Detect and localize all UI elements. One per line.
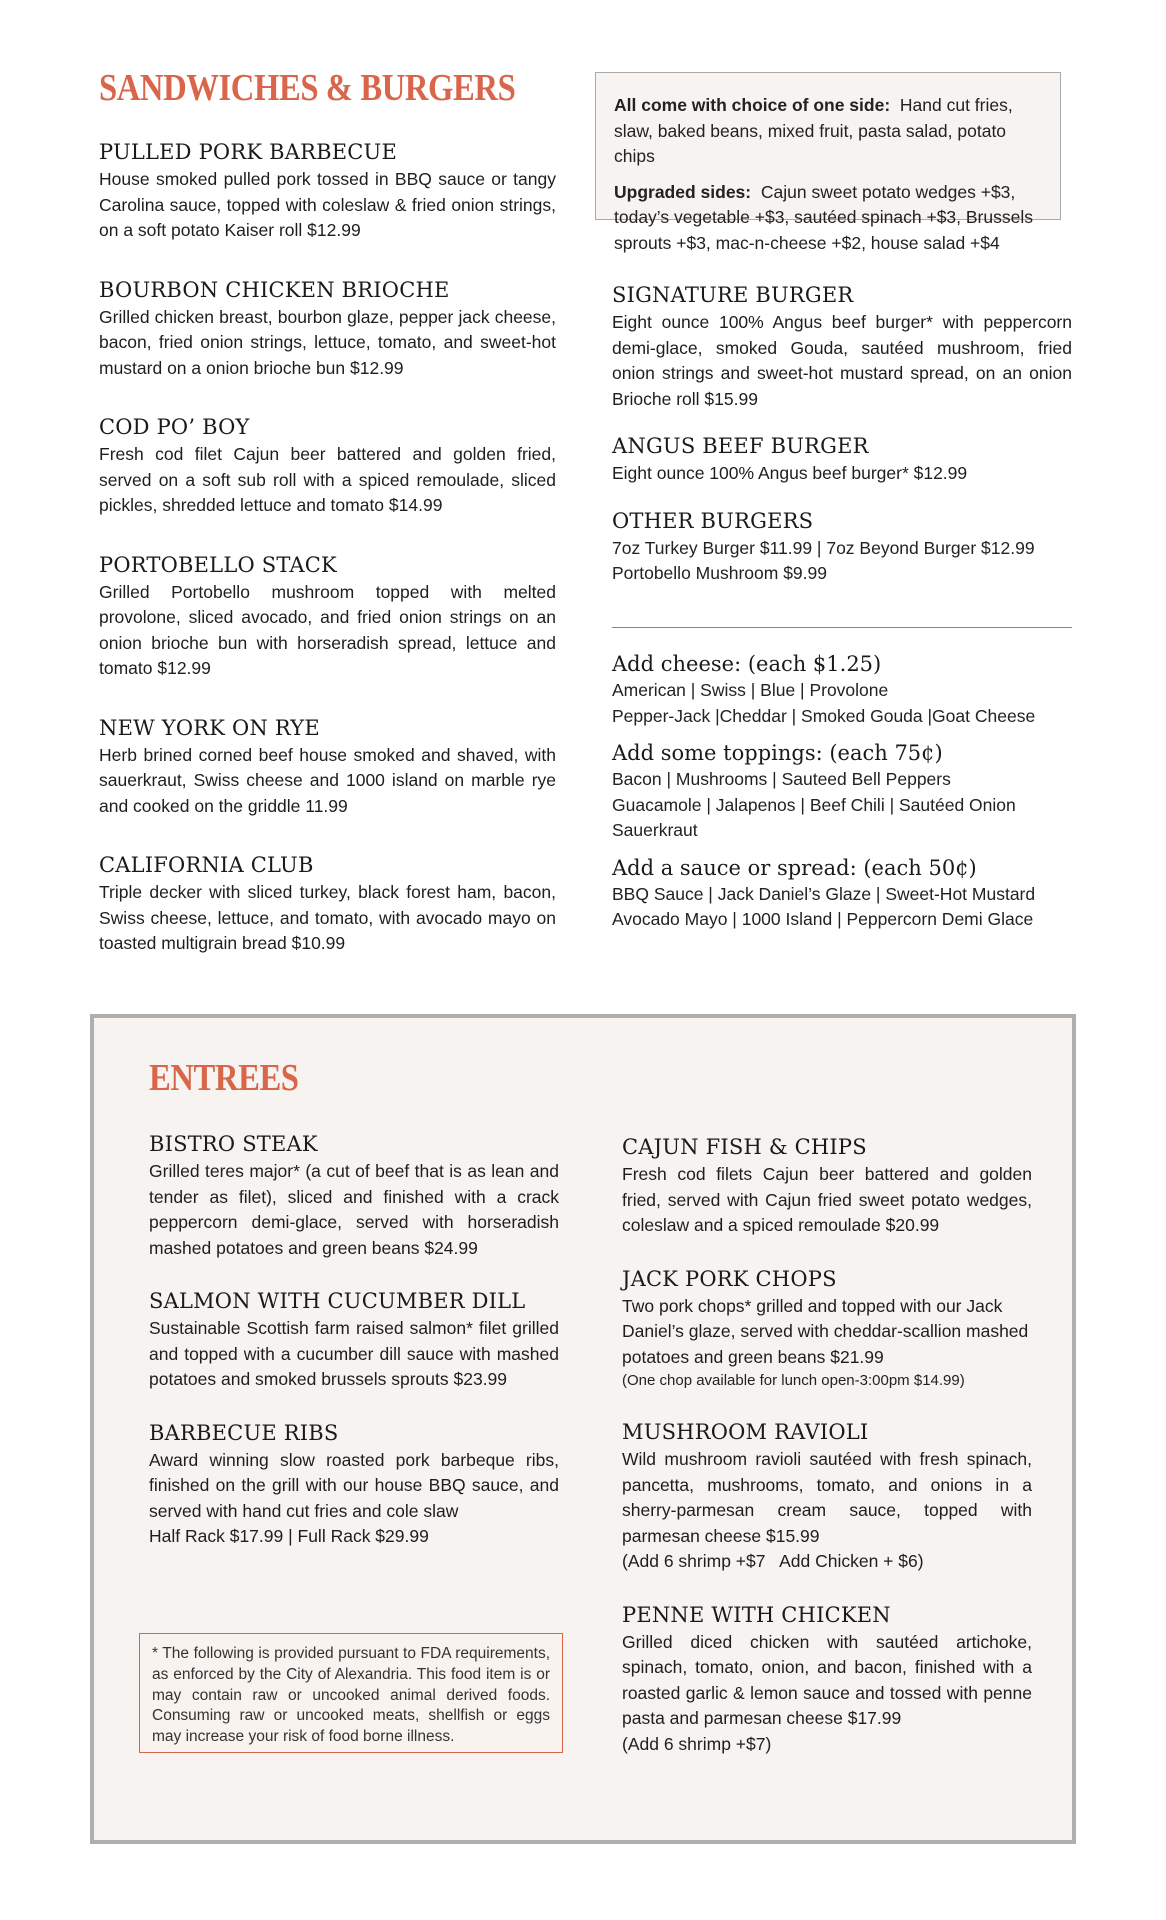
item-note: (Add 6 shrimp +$7) xyxy=(622,1733,772,1754)
item-name: SALMON WITH CUCUMBER DILL xyxy=(149,1289,526,1313)
menu-item-cajun-fish-chips xyxy=(622,1135,1032,1239)
addon-line: Sauerkraut xyxy=(612,820,698,840)
addon-cheese xyxy=(612,652,1082,729)
addon-line: American | Swiss | Blue | Provolone xyxy=(612,680,889,700)
menu-item-penne-chicken xyxy=(622,1603,1032,1758)
menu-item-angus-burger xyxy=(612,434,1072,487)
menu-item-pulled-pork xyxy=(99,140,556,244)
menu-item-jack-pork-chops xyxy=(622,1267,1032,1393)
addon-title: Add a sauce or spread: (each 50¢) xyxy=(612,855,977,880)
addon-line: Avocado Mayo | 1000 Island | Peppercorn Demi Glace xyxy=(612,909,1034,929)
menu-item-mushroom-ravioli xyxy=(622,1420,1032,1575)
menu-item-barbecue-ribs xyxy=(149,1421,559,1550)
entrees-section xyxy=(90,1014,1076,1844)
burgers-column xyxy=(612,283,1072,609)
sandwiches-column xyxy=(99,66,556,991)
item-note: (One chop available for lunch open-3:00pm $14.99) xyxy=(622,1372,965,1389)
divider xyxy=(612,627,1072,628)
item-description: Wild mushroom ravioli sautéed with fresh spinach, pancetta, mushrooms, tomato, and onions in a sherry-parmesan cream sauce, topped with parmesan cheese $15.99 xyxy=(622,1449,1032,1546)
fda-notice-text: * The following is provided pursuant to FDA requirements, as enforced by the City of Alexandria. This food item is or may contain raw or uncooked animal derived foods. Consuming raw or uncooked meats, shellfish or eggs may increase your risk of food borne illness. xyxy=(152,1645,550,1746)
item-price: Half Rack $17.99 | Full Rack $29.99 xyxy=(149,1526,429,1546)
item-name: JACK PORK CHOPS xyxy=(622,1266,837,1291)
item-description: Herb brined corned beef house smoked and shaved, with sauerkraut, Swiss cheese and 1000 island on marble rye and cooked on the griddle 11.99 xyxy=(99,744,556,816)
menu-item-new-york-rye xyxy=(99,716,556,820)
menu-item-bourbon-chicken xyxy=(99,278,556,382)
addon-toppings xyxy=(612,741,1082,844)
sides-info-box xyxy=(595,72,1061,253)
item-name: BISTRO STEAK xyxy=(149,1132,318,1156)
item-description: Eight ounce 100% Angus beef burger* $12.99 xyxy=(612,463,968,483)
item-name: NEW YORK ON RYE xyxy=(99,715,320,740)
item-name: PORTOBELLO STACK xyxy=(99,552,337,577)
item-description: Award winning slow roasted pork barbeque ribs, finished on the grill with our house BBQ sauce, and served with hand cut fries and cole slaw xyxy=(149,1449,559,1521)
addons-section xyxy=(612,652,1082,945)
addon-line: Guacamole | Jalapenos | Beef Chili | Sautéed Onion xyxy=(612,794,1016,815)
upgraded-sides-label: Upgraded sides: xyxy=(614,181,752,202)
item-description: House smoked pulled pork tossed in BBQ sauce or tangy Carolina sauce, topped with coleslaw & fried onion strings, on a soft potato Kaiser roll $12.99 xyxy=(99,169,556,240)
item-name: COD PO’ BOY xyxy=(99,415,250,439)
item-description: Triple decker with sliced turkey, black forest ham, bacon, Swiss cheese, lettuce, and tomato, with avocado mayo on toasted multigrain bread $10.99 xyxy=(99,882,556,953)
item-line: 7oz Turkey Burger $11.99 | 7oz Beyond Burger $12.99 xyxy=(612,537,1035,558)
addon-title: Add some toppings: (each 75¢) xyxy=(612,741,943,765)
menu-item-california-club xyxy=(99,853,556,957)
item-name: MUSHROOM RAVIOLI xyxy=(622,1420,869,1444)
item-name: PENNE WITH CHICKEN xyxy=(622,1602,891,1627)
item-name: BOURBON CHICKEN BRIOCHE xyxy=(99,277,450,302)
entrees-right-column xyxy=(622,1135,1032,1785)
item-name: PULLED PORK BARBECUE xyxy=(99,140,397,164)
item-name: CALIFORNIA CLUB xyxy=(99,853,314,877)
addon-line: Pepper-Jack |Cheddar | Smoked Gouda |Goat Cheese xyxy=(612,705,1036,726)
item-description: Two pork chops* grilled and topped with our Jack Daniel’s glaze, served with cheddar-scallion mashed potatoes and green beans $21.99 xyxy=(622,1295,1029,1367)
menu-item-portobello-stack xyxy=(99,553,556,682)
item-description: Grilled chicken breast, bourbon glaze, pepper jack cheese, bacon, fried onion strings, lettuce, tomato, and sweet-hot mustard on a onion brioche bun $12.99 xyxy=(99,306,556,378)
item-description: Grilled diced chicken with sautéed artichoke, spinach, tomato, onion, and bacon, finished with a roasted garlic & lemon sauce and tossed with penne pasta and parmesan cheese $17.99 xyxy=(622,1631,1032,1728)
item-name: BARBECUE RIBS xyxy=(149,1420,339,1445)
item-name: SIGNATURE BURGER xyxy=(612,283,854,307)
item-description: Eight ounce 100% Angus beef burger* with peppercorn demi-glace, smoked Gouda, sautéed mushroom, fried onion strings and sweet-hot mustard spread, on an onion Brioche roll $15.99 xyxy=(612,312,1072,409)
menu-item-bistro-steak xyxy=(149,1132,559,1261)
item-name: ANGUS BEEF BURGER xyxy=(612,434,869,458)
item-description: Grilled Portobello mushroom topped with melted provolone, sliced avocado, and fried onion strings on an onion brioche bun with horseradish spread, lettuce and tomato $12.99 xyxy=(99,581,556,678)
item-description: Fresh cod filet Cajun beer battered and golden fried, served on a soft sub roll with a spiced remoulade, sliced pickles, shredded lettuce and tomato $14.99 xyxy=(99,444,556,515)
sandwiches-title: SANDWICHES & BURGERS xyxy=(99,67,516,109)
entrees-left-column xyxy=(149,1132,559,1578)
menu-item-cod-po-boy xyxy=(99,415,556,519)
upgraded-sides xyxy=(614,180,1042,257)
item-name: CAJUN FISH & CHIPS xyxy=(622,1135,867,1159)
menu-item-other-burgers xyxy=(612,509,1072,587)
included-sides-text: Hand cut fries, slaw, baked beans, mixed fruit, pasta salad, potato chips xyxy=(614,95,1013,166)
item-description: Sustainable Scottish farm raised salmon* filet grilled and topped with a cucumber dill sauce with mashed potatoes and smoked brussels sprouts $23.99 xyxy=(149,1318,559,1389)
entrees-title: ENTREES xyxy=(149,1057,299,1099)
item-line: Portobello Mushroom $9.99 xyxy=(612,563,827,583)
included-sides xyxy=(614,93,1042,170)
addon-line: Bacon | Mushrooms | Sauteed Bell Peppers xyxy=(612,769,951,789)
item-description: Fresh cod filets Cajun beer battered and golden fried, served with Cajun fried sweet potato wedges, coleslaw and a spiced remoulade $20.99 xyxy=(622,1164,1032,1235)
menu-item-signature-burger xyxy=(612,283,1072,412)
menu-item-salmon xyxy=(149,1289,559,1393)
upgraded-sides-text: Cajun sweet potato wedges +$3, today’s vegetable +$3, sautéed spinach +$3, Brussels sprouts +$3, mac-n-cheese +$2, house salad +$4 xyxy=(614,181,1033,253)
fda-notice-box xyxy=(139,1633,563,1753)
item-name: OTHER BURGERS xyxy=(612,508,814,533)
addon-title: Add cheese: (each $1.25) xyxy=(612,652,882,676)
addon-line: BBQ Sauce | Jack Daniel’s Glaze | Sweet-Hot Mustard xyxy=(612,883,1036,904)
item-note: (Add 6 shrimp +$7 Add Chicken + $6) xyxy=(622,1551,924,1571)
item-description: Grilled teres major* (a cut of beef that is as lean and tender as filet), sliced and finished with a crack peppercorn demi-glace, served with horseradish mashed potatoes and green beans $24.99 xyxy=(149,1161,559,1258)
addon-sauce xyxy=(612,856,1082,933)
included-sides-label: All come with choice of one side: xyxy=(614,95,891,115)
